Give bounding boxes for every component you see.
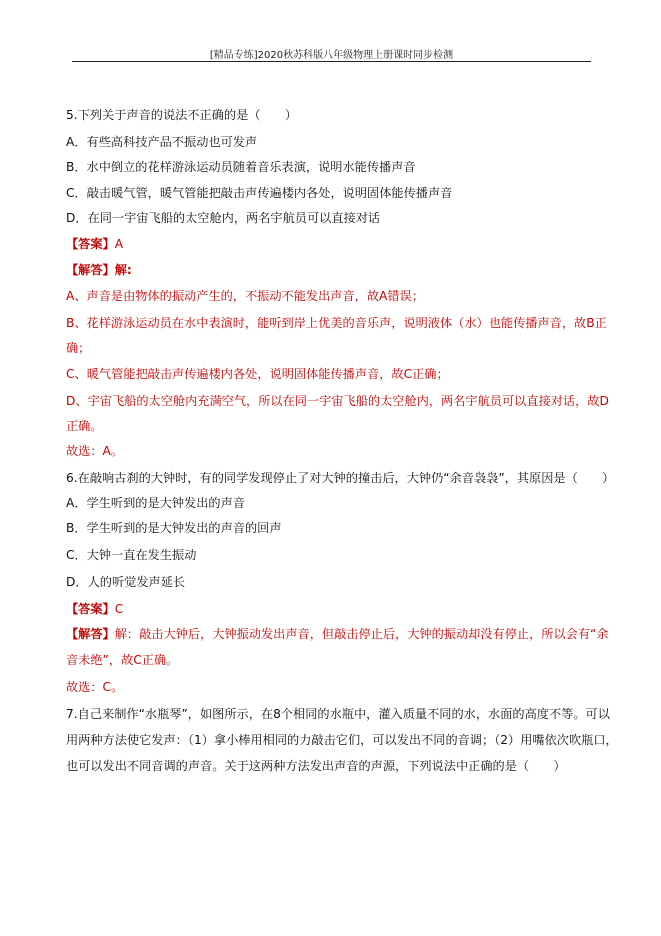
answer-label: 【答案】 <box>66 237 115 251</box>
q6-answer <box>66 601 606 617</box>
q5-choice: 故选：A。 <box>66 444 124 458</box>
answer-value: A <box>114 237 124 251</box>
q5-option-d: D．在同一宇宙飞船的太空舱内，两名宇航员可以直接对话 <box>66 211 381 225</box>
q6-stem: 6.在敲响古刹的大钟时，有的同学发现停止了对大钟的撞击后，大钟仍“余音袅袅”，其原因是（ ） <box>66 471 615 485</box>
q5-analysis-head <box>66 262 606 278</box>
answer-label: 【答案】 <box>66 602 115 616</box>
q5-stem: 5.下列关于声音的说法不正确的是（ ） <box>66 108 298 122</box>
q5-analysis-line: 确； <box>66 341 91 355</box>
analysis-lead: 解: <box>114 263 132 277</box>
header-rule <box>72 61 591 62</box>
analysis-text: 解：敲击大钟后，大钟振动发出声音，但敲击停止后，大钟的振动却没有停止，所以会有“余 <box>114 627 609 641</box>
analysis-label: 【解答】 <box>66 627 115 641</box>
q5-option-c: C．敲击暖气管，暖气管能把敲击声传遍楼内各处，说明固体能传播声音 <box>66 186 453 200</box>
q5-analysis-line: C、暖气管能把敲击声传遍楼内各处，说明固体能传播声音，故C正确； <box>66 367 449 381</box>
q5-option-a: A．有些高科技产品不振动也可发声 <box>66 135 258 149</box>
q6-option-b: B．学生听到的是大钟发出的声音的回声 <box>66 521 282 535</box>
q7-stem-line: 用两种方法使它发声：（1）拿小棒用相同的力敲击它们，可以发出不同的音调；（2）用嘴依次吹瓶口， <box>66 733 618 747</box>
q6-option-d: D．人的听觉发声延长 <box>66 575 186 589</box>
q6-option-a: A．学生听到的是大钟发出的声音 <box>66 496 245 510</box>
q5-analysis-line: B、花样游泳运动员在水中表演时，能听到岸上优美的音乐声，说明液体（水）也能传播声音，故B正 <box>66 316 607 330</box>
q6-analysis <box>66 626 609 642</box>
q5-analysis-line: A、声音是由物体的振动产生的，不振动不能发出声音，故A错误； <box>66 289 424 303</box>
page-header: [精品专练]2020秋苏科版八年级物理上册课时同步检测 <box>209 50 454 61</box>
analysis-label: 【解答】 <box>66 263 115 277</box>
q6-option-c: C．大钟一直在发生振动 <box>66 548 197 562</box>
q5-answer <box>66 236 606 252</box>
q5-analysis-line: D、宇宙飞船的太空舱内充满空气，所以在同一宇宙飞船的太空舱内，两名宇航员可以直接对话，故D <box>66 394 609 408</box>
q7-stem-line: 7.自己来制作“水瓶琴”，如图所示，在8个相同的水瓶中，灌入质量不同的水，水面的高度不等。可以 <box>66 707 610 721</box>
q5-analysis-line: 正确。 <box>66 419 103 433</box>
q6-analysis-line: 音未绝”，故C正确。 <box>66 653 179 667</box>
q7-stem-line: 也可以发出不同音调的声音。关于这两种方法发出声音的声源，下列说法中正确的是（ ） <box>66 759 566 773</box>
q5-option-b: B．水中倒立的花样游泳运动员随着音乐表演，说明水能传播声音 <box>66 160 416 174</box>
q6-choice: 故选：C。 <box>66 680 124 694</box>
answer-value: C <box>114 602 124 616</box>
